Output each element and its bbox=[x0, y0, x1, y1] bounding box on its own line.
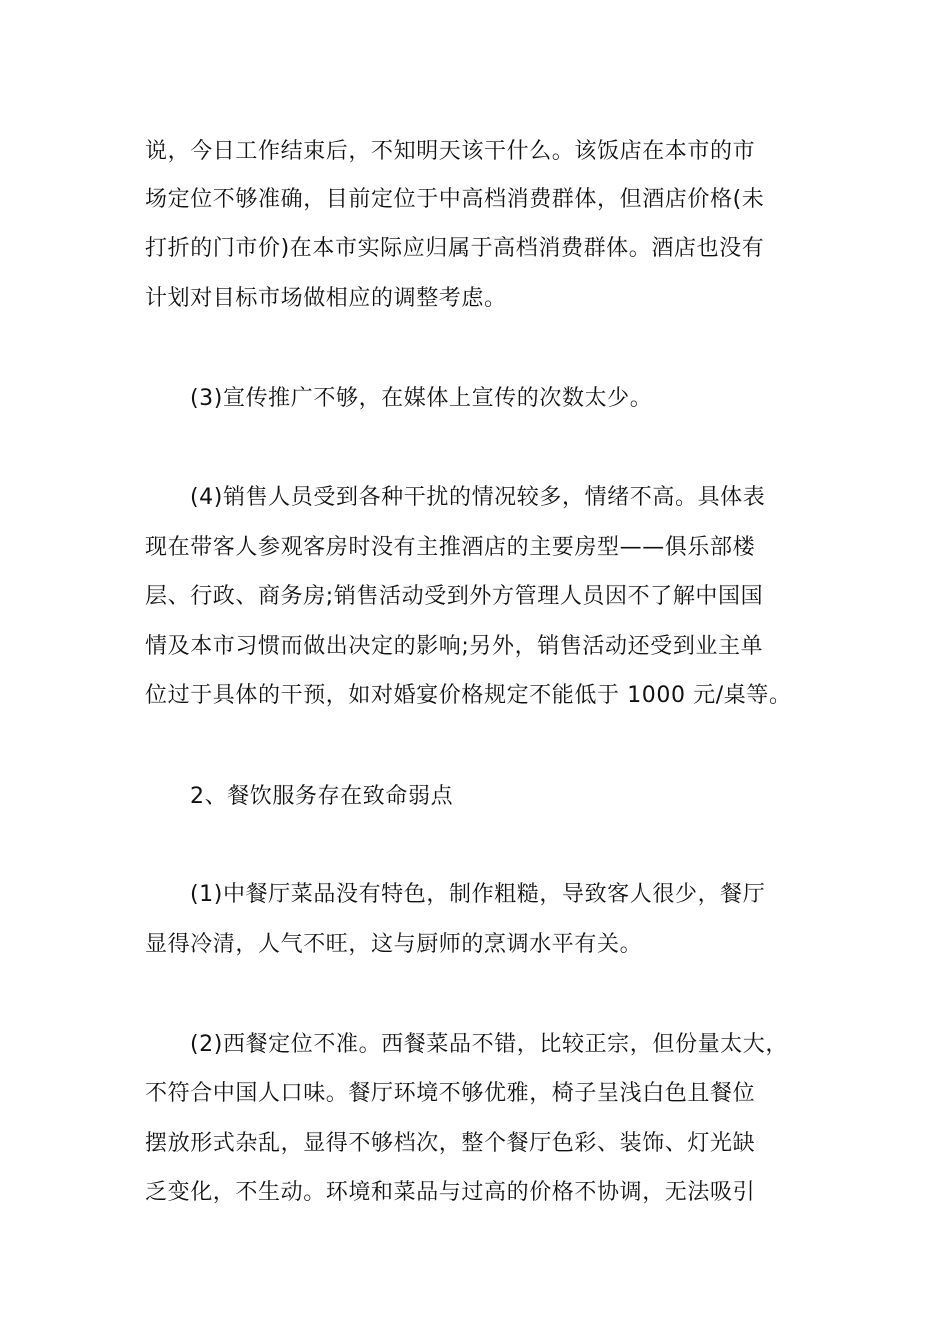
paragraph-line: 层、行政、商务房;销售活动受到外方管理人员因不了解中国国 bbox=[145, 584, 764, 609]
paragraph-line: 打折的门市价)在本市实际应归属于高档消费群体。酒店也没有 bbox=[145, 236, 765, 261]
paragraph-line: (1)中餐厅菜品没有特色，制作粗糙，导致客人很少，餐厅 bbox=[190, 882, 766, 907]
paragraph-line: 现在带客人参观客房时没有主推酒店的主要房型——俱乐部楼 bbox=[145, 535, 756, 560]
paragraph-line: (3)宣传推广不够，在媒体上宣传的次数太少。 bbox=[190, 386, 653, 411]
paragraph-line: (4)销售人员受到各种干扰的情况较多，情绪不高。具体表 bbox=[190, 485, 766, 510]
paragraph-line: 摆放形式杂乱，显得不够档次，整个餐厅色彩、装饰、灯光缺 bbox=[145, 1131, 756, 1156]
paragraph-line: 情及本市习惯而做出决定的影响;另外，销售活动还受到业主单 bbox=[145, 634, 764, 659]
paragraph-line: 说，今日工作结束后，不知明天该干什么。该饭店在本市的市 bbox=[145, 139, 756, 164]
paragraph-line: (2)西餐定位不准。西餐菜品不错，比较正宗，但份量太大， bbox=[190, 1032, 788, 1057]
paragraph-line: 场定位不够准确，目前定位于中高档消费群体，但酒店价格(未 bbox=[145, 187, 765, 212]
paragraph-line: 不符合中国人口味。餐厅环境不够优雅，椅子呈浅白色且餐位 bbox=[145, 1081, 756, 1106]
section-heading: 2、餐饮服务存在致命弱点 bbox=[190, 784, 454, 809]
paragraph-line: 位过于具体的干预，如对婚宴价格规定不能低于 1000 元/桌等。 bbox=[145, 683, 792, 708]
paragraph-line: 乏变化，不生动。环境和菜品与过高的价格不协调，无法吸引 bbox=[145, 1180, 756, 1205]
paragraph-line: 显得冷清，人气不旺，这与厨师的烹调水平有关。 bbox=[145, 932, 643, 957]
paragraph-line: 计划对目标市场做相应的调整考虑。 bbox=[145, 286, 507, 311]
